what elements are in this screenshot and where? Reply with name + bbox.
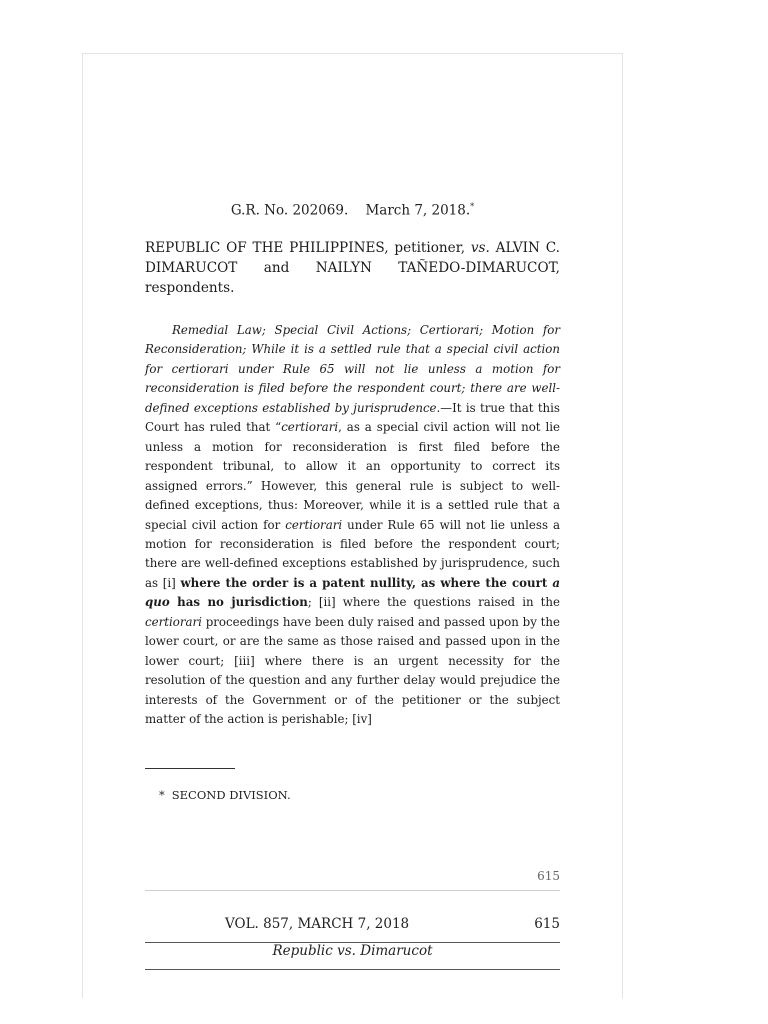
page-number-footer: 615 — [537, 869, 560, 883]
gr-number: G.R. No. 202069. — [230, 202, 349, 219]
running-head-rule — [145, 969, 560, 970]
page-separator — [145, 890, 560, 891]
body-text: under Rule 65 will not lie unless a motion for reconsideration is filed before the respondent court; there are well-defined exceptions established by jurisprudence, such as [i] — [145, 517, 561, 590]
footnote-ref: * — [470, 202, 475, 211]
case-title: Republic vs. Dimarucot — [272, 943, 433, 959]
italic-term: certiorari — [145, 614, 202, 629]
body-text: , as a special civil action will not lie unless a motion for reconsideration is first filed before the respondent tribunal, to allow it an opportunity to correct its assigned errors.” However, this general rule is subject to well-defined exceptions, thus: Moreover, while it is a settled rule that a special civil action for — [145, 420, 560, 532]
syllabus-paragraph — [145, 321, 560, 730]
respondents-name: ALVIN C. DIMARUCOT and NAILYN TAÑEDO-DIMARUCOT, — [145, 240, 560, 276]
body-text: It is true that this Court has ruled that “ — [145, 400, 560, 435]
body-text: ; [ii] where the questions raised in the — [307, 595, 560, 610]
dash: — — [440, 400, 453, 415]
petitioner-name: REPUBLIC OF THE PHILIPPINES — [145, 240, 385, 256]
versus: vs. — [470, 240, 490, 256]
bold-text: where the order is a patent nullity, as where the court — [180, 575, 553, 590]
decision-date: March 7, 2018. — [365, 202, 471, 219]
italic-term: certiorari — [281, 420, 339, 435]
parties-caption — [145, 238, 560, 298]
petitioner-role: , petitioner, — [384, 240, 471, 256]
page-number: 615 — [534, 916, 560, 932]
volume-label: VOL. 857, MARCH 7, 2018 — [225, 916, 410, 932]
footnote — [159, 788, 291, 802]
italic-term: certiorari — [285, 517, 343, 532]
body-text: proceedings have been duly raised and passed upon by the lower court, or are the same as those raised and passed upon in the lower court; [iii] where there is an urgent necessity for the resolution of the question and any further delay would prejudice the interests of the Government or of the petitioner or the subject matter of the action is perishable; [iv] — [145, 614, 560, 727]
case-number-line — [145, 202, 560, 219]
bold-text: has no jurisdiction — [169, 595, 308, 610]
footnote-divider — [145, 768, 235, 769]
bold-italic-term: a quo — [145, 575, 560, 610]
respondents-role: respondents. — [145, 280, 235, 296]
headnote: Remedial Law; Special Civil Actions; Certiorari; Motion for Reconsideration; While it is a settled rule that a special civil action for certiorari under Rule 65 will not lie unless a motion for reconsideration is filed before the respondent court; there are well-defined exceptions established by jurisprudence. — [145, 323, 560, 415]
syllabus — [145, 321, 560, 730]
footnote-text: SECOND DIVISION. — [171, 788, 291, 802]
footnote-marker: * — [159, 788, 165, 802]
